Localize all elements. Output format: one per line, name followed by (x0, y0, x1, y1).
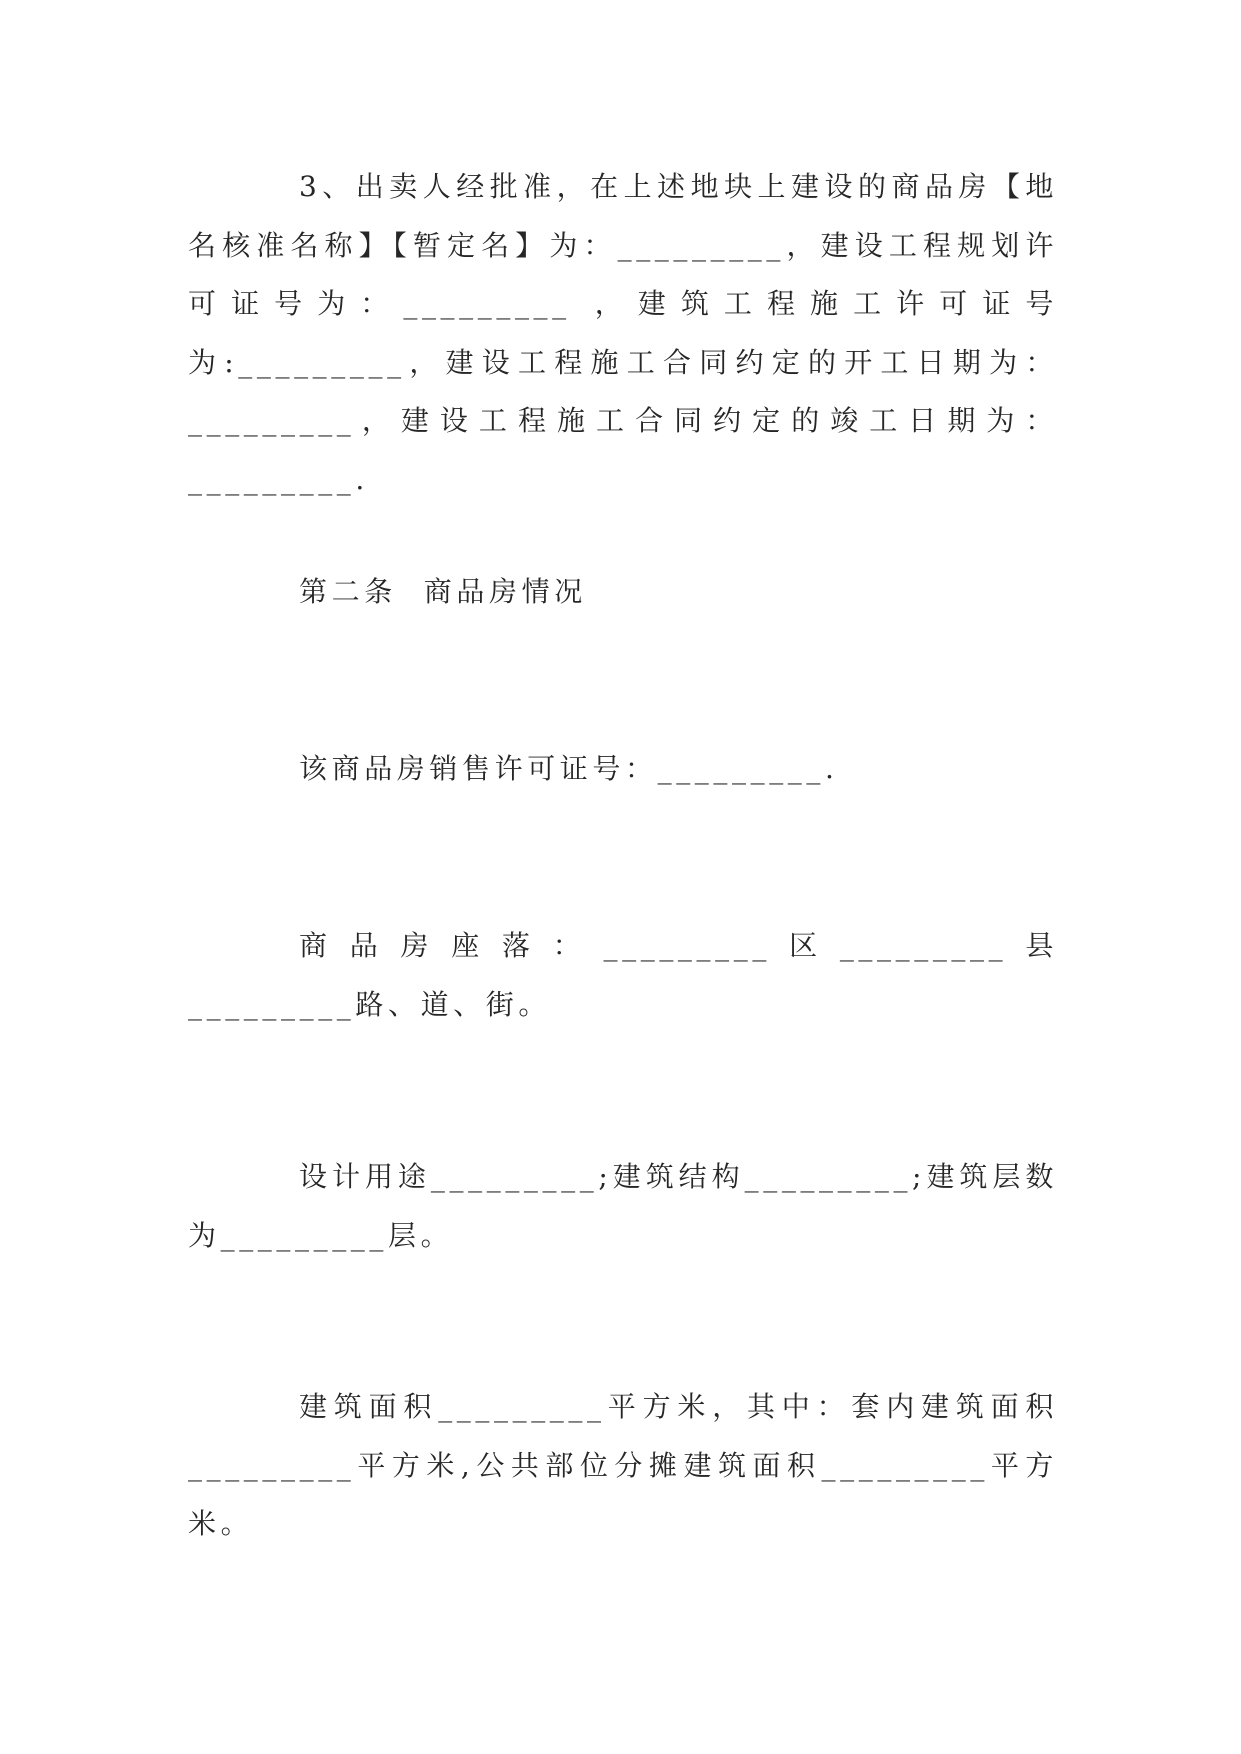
design-paragraph: 设计用途_________;建筑结构_________;建筑层数为_________层。 (188, 1160, 1058, 1252)
sales-permit-paragraph: 该商品房销售许可证号：_________. (299, 752, 839, 785)
article-2-heading: 第二条 商品房情况 (299, 575, 587, 608)
location-paragraph: 商品房座落：_________区_________县_________路、道、街。 (188, 929, 1058, 1021)
clause-3-paragraph: 3、出卖人经批准，在上述地块上建设的商品房【地名核准名称】【暂定名】为：_________，建设工程规划许可证号为：_________ ，建筑工程施工许可证号为:_________，建设工程施工合同约定的开工日期为：_________，建设工程施工合同约定的竣工日期为：_________. (188, 170, 1058, 496)
area-paragraph: 建筑面积_________平方米，其中：套内建筑面积_________平方米,公共部位分摊建筑面积_________平方米。 (188, 1390, 1058, 1541)
